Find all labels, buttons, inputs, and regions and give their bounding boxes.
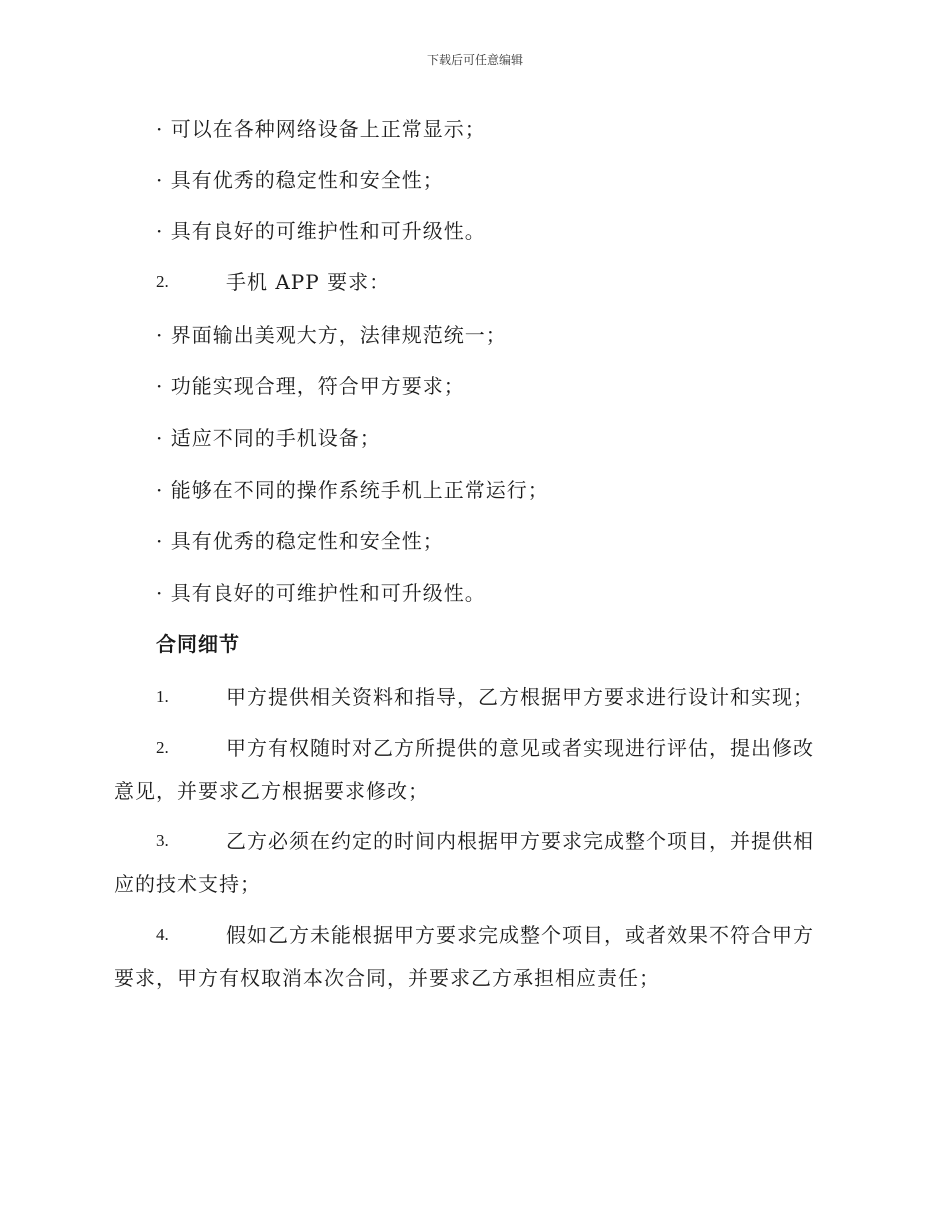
list-item: · 具有良好的可维护性和可升级性。 [156,219,486,243]
section-title: 手机 APP 要求： [226,270,391,294]
list-item: · 可以在各种网络设备上正常显示； [156,117,486,141]
item-number: 1. [156,687,169,706]
contract-item-text: 甲方有权随时对乙方所提供的意见或者实现进行评估，提出修改 [226,736,814,760]
contract-item-continuation: 意见，并要求乙方根据要求修改； [114,779,429,803]
list-item: · 能够在不同的操作系统手机上正常运行； [156,478,549,502]
section-number: 2. [156,272,169,291]
list-item: · 具有良好的可维护性和可升级性。 [156,581,486,605]
item-number: 4. [156,925,169,944]
list-item: · 功能实现合理，符合甲方要求； [156,374,465,398]
contract-item-text: 乙方必须在约定的时间内根据甲方要求完成整个项目，并提供相 [226,829,814,853]
list-item: · 适应不同的手机设备； [156,426,381,450]
list-item: · 具有优秀的稳定性和安全性； [156,168,444,192]
item-number: 2. [156,738,169,757]
item-number: 3. [156,831,169,850]
list-item: · 具有优秀的稳定性和安全性； [156,529,444,553]
contract-item-continuation: 应的技术支持； [114,872,261,896]
contract-item-continuation: 要求，甲方有权取消本次合同，并要求乙方承担相应责任； [114,966,660,990]
page-header: 下载后可任意编辑 [426,53,523,67]
section-heading: 合同细节 [156,632,240,656]
contract-item-text: 甲方提供相关资料和指导，乙方根据甲方要求进行设计和实现； [226,685,814,709]
list-item: · 界面输出美观大方，法律规范统一； [156,323,507,347]
contract-item-text: 假如乙方未能根据甲方要求完成整个项目，或者效果不符合甲方 [226,923,814,947]
